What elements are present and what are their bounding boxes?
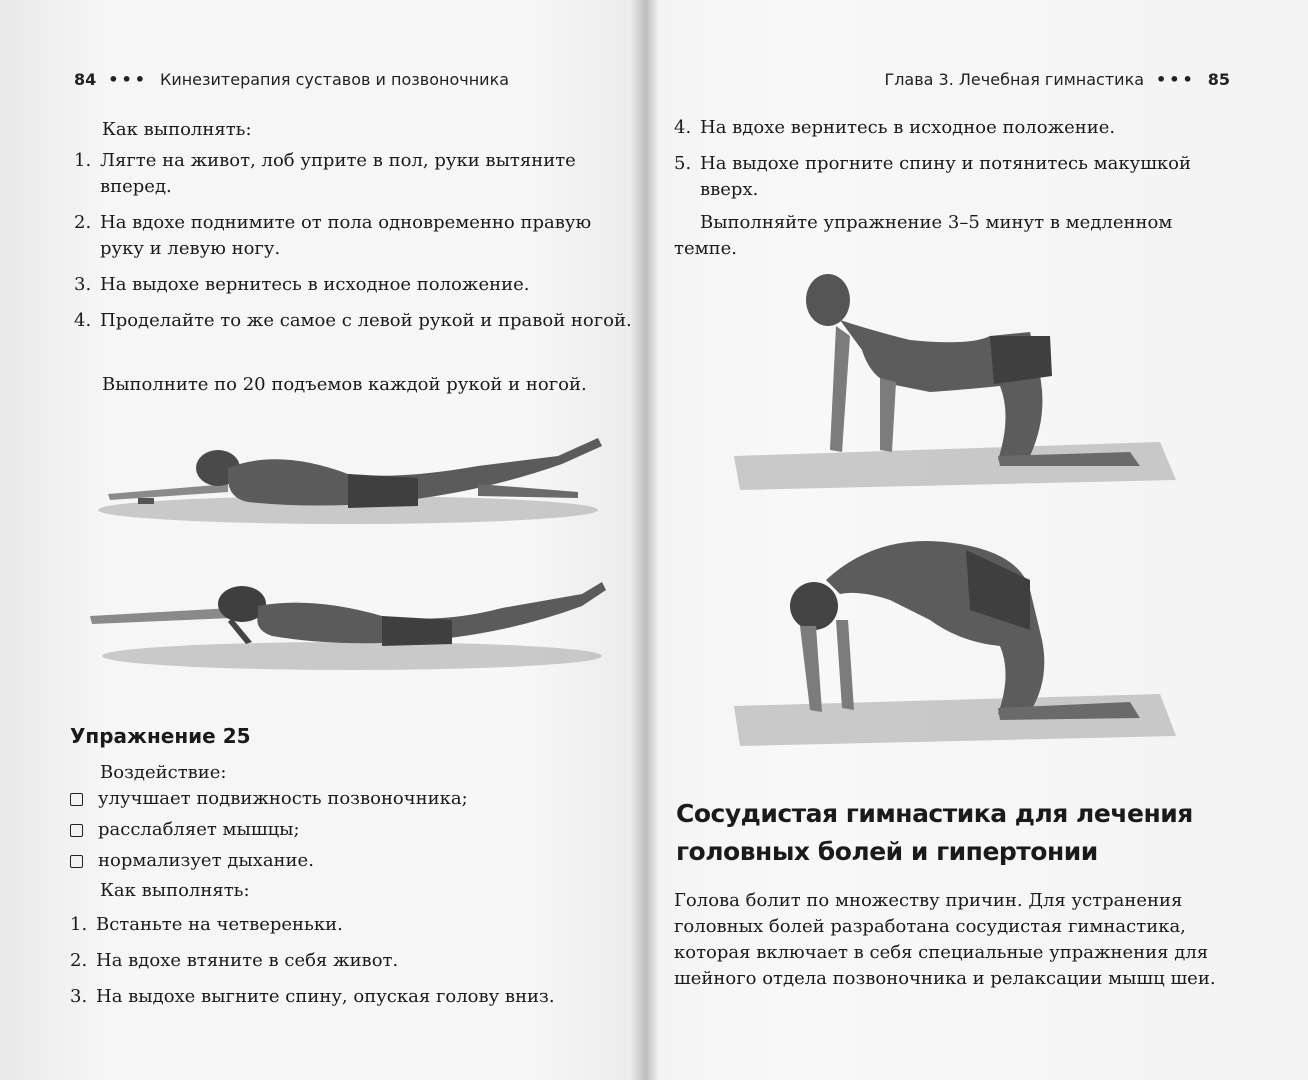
- steps-list-2: [70, 912, 630, 1010]
- intro-paragraph: Голова болит по множеству причин. Для устранения головных болей разработана сосудистая гимнастика, которая включает в себя специальные упражнения для шейного отдела позвоночника и релаксации мышц шеи.: [674, 890, 1216, 989]
- list-item: 3. На выдохе вернитесь в исходное положение.: [74, 274, 530, 295]
- summary: Выполните по 20 подъемов каждой рукой и ногой.: [102, 374, 587, 395]
- list-item: 1. Встаньте на четвереньки.: [70, 914, 343, 935]
- exercise-title: Упражнение 25: [70, 724, 251, 748]
- checkbox-icon: [70, 793, 83, 806]
- list-item: 2. На вдохе втяните в себя живот.: [70, 950, 399, 971]
- exercise-photo-cat-pose: [730, 530, 1180, 760]
- list-item: 3. На выдохе выгните спину, опуская голову вниз.: [70, 986, 555, 1007]
- bleed-through-text: [672, 270, 720, 660]
- page-number: 84: [74, 70, 97, 89]
- three-dots-icon: •••: [1156, 70, 1196, 89]
- how-to-label-2: Как выполнять:: [100, 880, 250, 901]
- summary: Выполняйте упражнение 3–5 минут в медленном темпе.: [674, 212, 1173, 259]
- checkbox-icon: [70, 855, 83, 868]
- exercise-photo-prone-lift: [82, 566, 622, 676]
- effects-list: [70, 786, 468, 874]
- left-page: [0, 0, 645, 1080]
- effect-label: Воздействие:: [100, 762, 227, 783]
- three-dots-icon: •••: [108, 70, 148, 89]
- exercise-photo-prone-raise: [78, 418, 618, 528]
- how-to-label: Как выполнять:: [102, 119, 252, 140]
- exercise-photo-cow-pose: [730, 266, 1180, 496]
- right-page: [652, 0, 1308, 1080]
- list-item: 2. На вдохе поднимите от пола одновременно правую руку и левую ногу.: [74, 212, 592, 259]
- checkbox-icon: [70, 824, 83, 837]
- list-item: 1. Лягте на живот, лоб уприте в пол, руки вытяните вперед.: [74, 150, 576, 197]
- list-item: расслабляет мышцы;: [70, 817, 468, 843]
- list-item: 4. Проделайте то же самое с левой рукой и правой ногой.: [74, 310, 632, 331]
- page-number: 85: [1207, 70, 1230, 89]
- running-head-right: [884, 70, 1230, 89]
- running-head-left: [74, 70, 509, 89]
- list-item: улучшает подвижность позвоночника;: [70, 786, 468, 812]
- steps-list-continued: [674, 115, 1234, 203]
- list-item: 4. На вдохе вернитесь в исходное положение.: [674, 117, 1116, 138]
- list-item: нормализует дыхание.: [70, 848, 468, 874]
- steps-list: [74, 148, 634, 344]
- running-title: Глава 3. Лечебная гимнастика: [884, 70, 1145, 89]
- list-item: 5. На выдохе прогните спину и потянитесь макушкой вверх.: [674, 153, 1192, 200]
- running-title: Кинезитерапия суставов и позвоночника: [159, 70, 510, 89]
- section-title: Сосудистая гимнастика для лечения головных болей и гипертонии: [676, 799, 1193, 866]
